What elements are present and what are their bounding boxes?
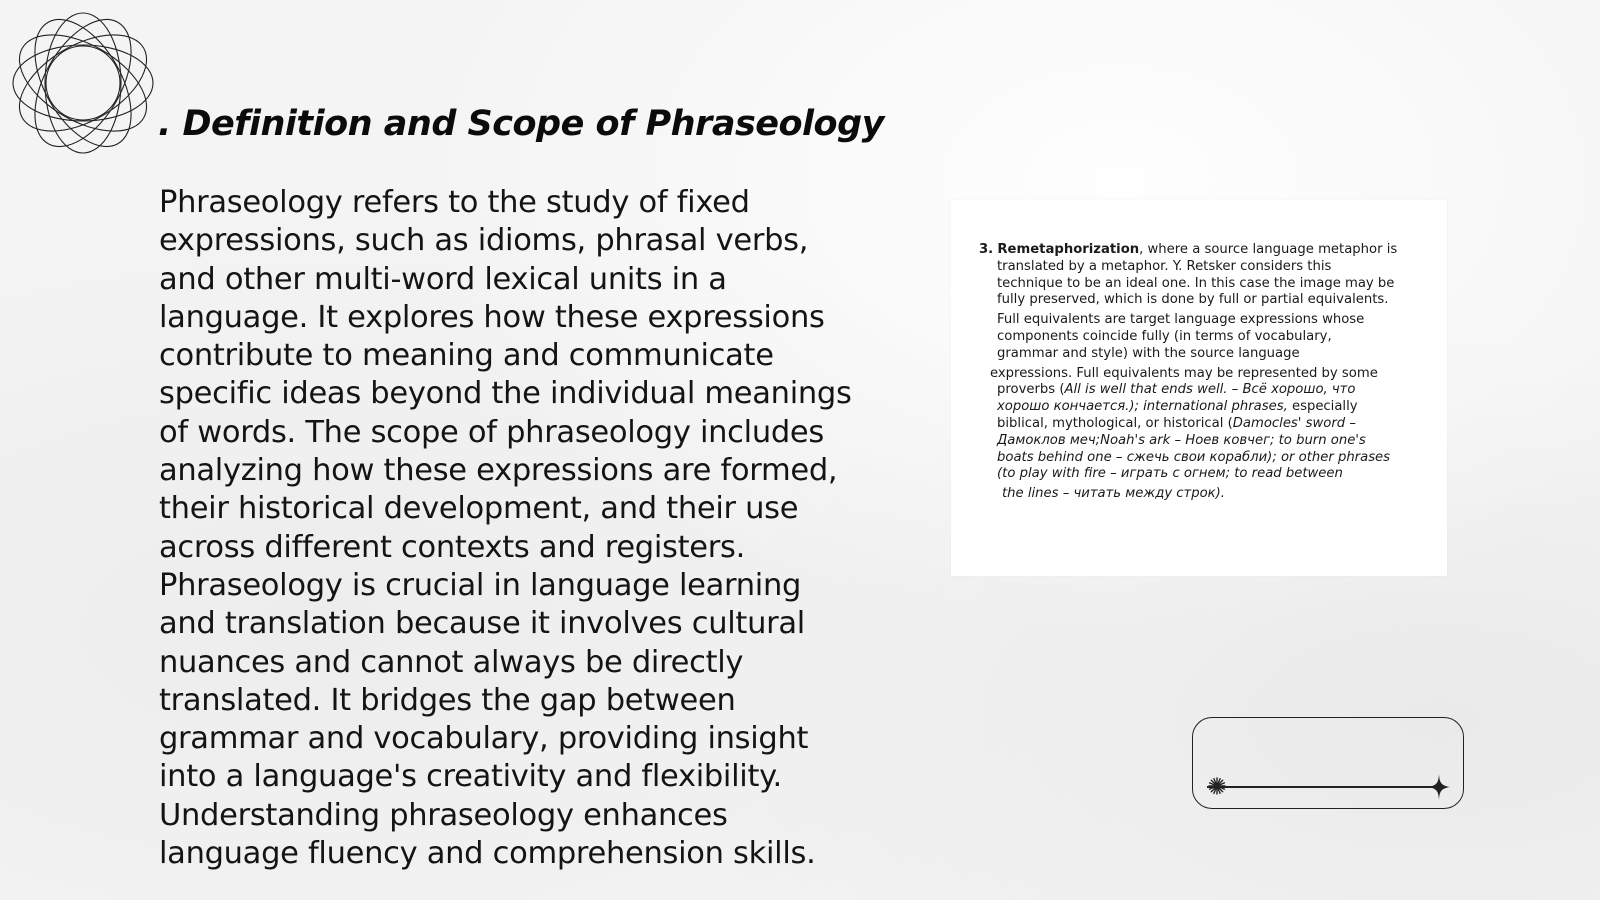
- excerpt-line-12-text: Дамоклов меч;Noah's ark – Ноев ковчег; to burn one's: [997, 432, 1366, 448]
- four-point-sparkle-icon: [1428, 774, 1450, 800]
- excerpt-line-13: [979, 450, 1431, 467]
- interlocking-circles-logo: [8, 8, 158, 158]
- body-paragraph: Phraseology refers to the study of fixed expressions, such as idioms, phrasal verbs, and other multi-word lexical units in a language. It explores how these expressions contribute to meaning and communicate specific ideas beyond the individual meanings of words. The scope of phraseology includes analyzing how these expressions are formed, their historical development, and their use across different contexts and registers. Phraseology is crucial in language learning and translation because it involves cultural nuances and cannot always be directly translated. It bridges the gap between grammar and vocabulary, providing insight into a language's creativity and flexibility. Understanding phraseology enhances language fluency and comprehension skills.: [159, 185, 852, 872]
- asterisk-star-icon: [1207, 776, 1227, 796]
- excerpt-line-6: components coincide fully (in terms of vocabulary,: [997, 328, 1332, 344]
- excerpt-line-11b: Damocles' sword –: [1232, 415, 1356, 431]
- slide-title: . Definition and Scope of Phraseology: [158, 104, 884, 144]
- decorative-line: [1207, 786, 1441, 788]
- excerpt-line-14: [979, 466, 1431, 483]
- excerpt-term: Remetaphorization: [997, 242, 1140, 257]
- excerpt-card: [951, 200, 1447, 576]
- excerpt-line-9a: proverbs (: [997, 382, 1065, 398]
- excerpt-line-4: fully preserved, which is done by full or partial equivalents.: [997, 292, 1389, 308]
- excerpt-line-10: [979, 399, 1431, 416]
- excerpt-line-12: [979, 433, 1431, 450]
- excerpt-line-2: translated by a metaphor. Y. Retsker considers this: [997, 258, 1332, 274]
- excerpt-line-9: [979, 382, 1431, 399]
- excerpt-line-15: [979, 486, 1431, 503]
- decorative-rounded-box: [1192, 717, 1464, 809]
- excerpt-number: 3.: [979, 242, 994, 257]
- excerpt-text: [979, 242, 1431, 503]
- excerpt-line-11: [979, 416, 1431, 433]
- excerpt-line: [979, 242, 1431, 259]
- excerpt-line-5: Full equivalents are target language expressions whose: [997, 312, 1365, 328]
- excerpt-line-9b: All is well that ends well. – Всё хорошо, что: [1064, 382, 1356, 398]
- excerpt-line-15-text: the lines – читать между строк).: [1002, 486, 1225, 502]
- excerpt-line-10a: хорошо кончается.); international phrases,: [997, 399, 1288, 415]
- excerpt-line-7: grammar and style) with the source language: [997, 345, 1300, 361]
- excerpt-line-10b: especially: [1287, 399, 1358, 415]
- excerpt-line-8: expressions. Full equivalents may be represented by some: [990, 365, 1378, 381]
- excerpt-line-3: technique to be an ideal one. In this case the image may be: [997, 275, 1395, 291]
- excerpt-line-13-text: boats behind one – сжечь свои корабли); or other phrases: [997, 449, 1391, 465]
- excerpt-line-14-text: (to play with fire – играть с огнем; to read between: [997, 466, 1343, 482]
- excerpt-line-11a: biblical, mythological, or historical (: [997, 415, 1233, 431]
- excerpt-line-1: , where a source language metaphor is: [1139, 242, 1398, 257]
